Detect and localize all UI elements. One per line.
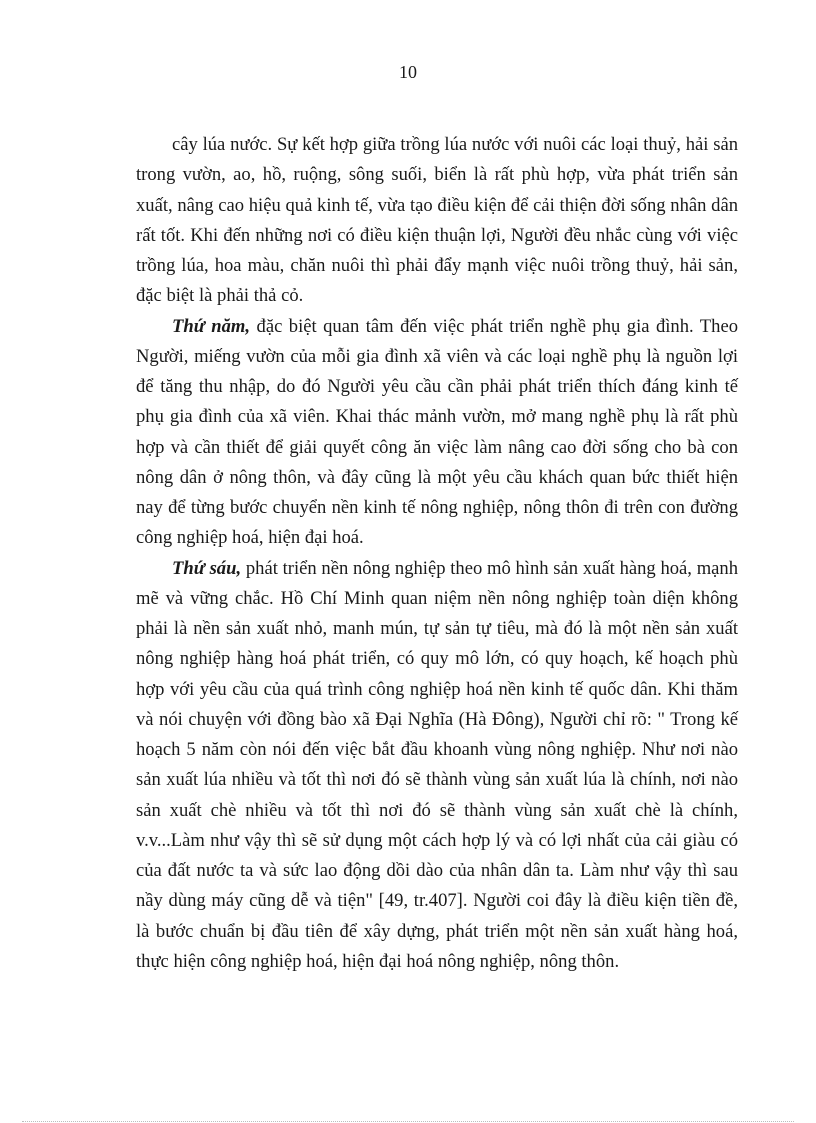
paragraph-2 — [136, 312, 738, 554]
paragraph-3-text: phát triển nền nông nghiệp theo mô hình sản xuất hàng hoá, mạnh mẽ và vững chắc. Hồ Chí Minh quan niệm nền nông nghiệp toàn diện không phải là nền sản xuất nhỏ, manh mún, tự sản tự tiêu, mà đó là một nền sản xuất nông nghiệp hàng hoá phát triển, có quy mô lớn, có quy hoạch, kế hoạch phù hợp với yêu cầu của quá trình công nghiệp hoá nền kinh tế quốc dân. Khi thăm và nói chuyện với đồng bào xã Đại Nghĩa (Hà Đông), Người chỉ rõ: " Trong kế hoạch 5 năm còn nói đến việc bắt đầu khoanh vùng nông nghiệp. Như nơi nào sản xuất lúa nhiều và tốt thì nơi đó sẽ thành vùng sản xuất lúa là chính, nơi nào sản xuất chè nhiều và tốt thì nơi đó sẽ thành vùng sản xuất chè là chính, v.v...Làm như vậy thì sẽ sử dụng một cách hợp lý và có lợi nhất của cải giàu có của đất nước ta và sức lao động dồi dào của nhân dân ta. Làm như vậy thì sau nầy dùng máy cũng dễ và tiện" [49, tr.407]. Người coi đây là điều kiện tiền đề, là bước chuẩn bị đầu tiên để xây dựng, phát triển một nền sản xuất hàng hoá, thực hiện công nghiệp hoá, hiện đại hoá nông nghiệp, nông thôn. — [136, 557, 739, 972]
paragraph-1-text: cây lúa nước. Sự kết hợp giữa trồng lúa nước với nuôi các loại thuỷ, hải sản trong vườn, ao, hồ, ruộng, sông suối, biển là rất phù hợp, vừa phát triển sản xuất, nâng cao hiệu quả kinh tế, vừa tạo điều kiện để cải thiện đời sống nhân dân rất tốt. Khi đến những nơi có điều kiện thuận lợi, Người đều nhắc cùng với việc trồng lúa, hoa màu, chăn nuôi thì phải đẩy mạnh việc nuôi trồng thuỷ, hải sản, đặc biệt là phải thả cỏ. — [136, 134, 738, 307]
page-bottom-rule — [22, 1121, 794, 1122]
paragraph-3 — [136, 554, 738, 978]
paragraph-1 — [136, 130, 738, 312]
paragraph-2-text: đặc biệt quan tâm đến việc phát triển nghề phụ gia đình. Theo Người, miếng vườn của mỗi gia đình xã viên và các loại nghề phụ là nguồn lợi để tăng thu nhập, do đó Người yêu cầu cần phải phát triển thích đáng kinh tế phụ gia đình của xã viên. Khai thác mảnh vườn, mở mang nghề phụ là rất phù hợp và cần thiết để giải quyết công ăn việc làm nâng cao đời sống cho bà con nông dân ở nông thôn, và đây cũng là một yêu cầu khách quan bức thiết hiện nay để từng bước chuyển nền kinh tế nông nghiệp, nông thôn đi trên con đường công nghiệp hoá, hiện đại hoá. — [136, 315, 738, 549]
paragraph-3-lead: Thứ sáu, — [172, 557, 242, 579]
body-text — [136, 130, 738, 977]
paragraph-2-lead: Thứ năm, — [172, 315, 251, 337]
page-number: 10 — [399, 62, 417, 82]
